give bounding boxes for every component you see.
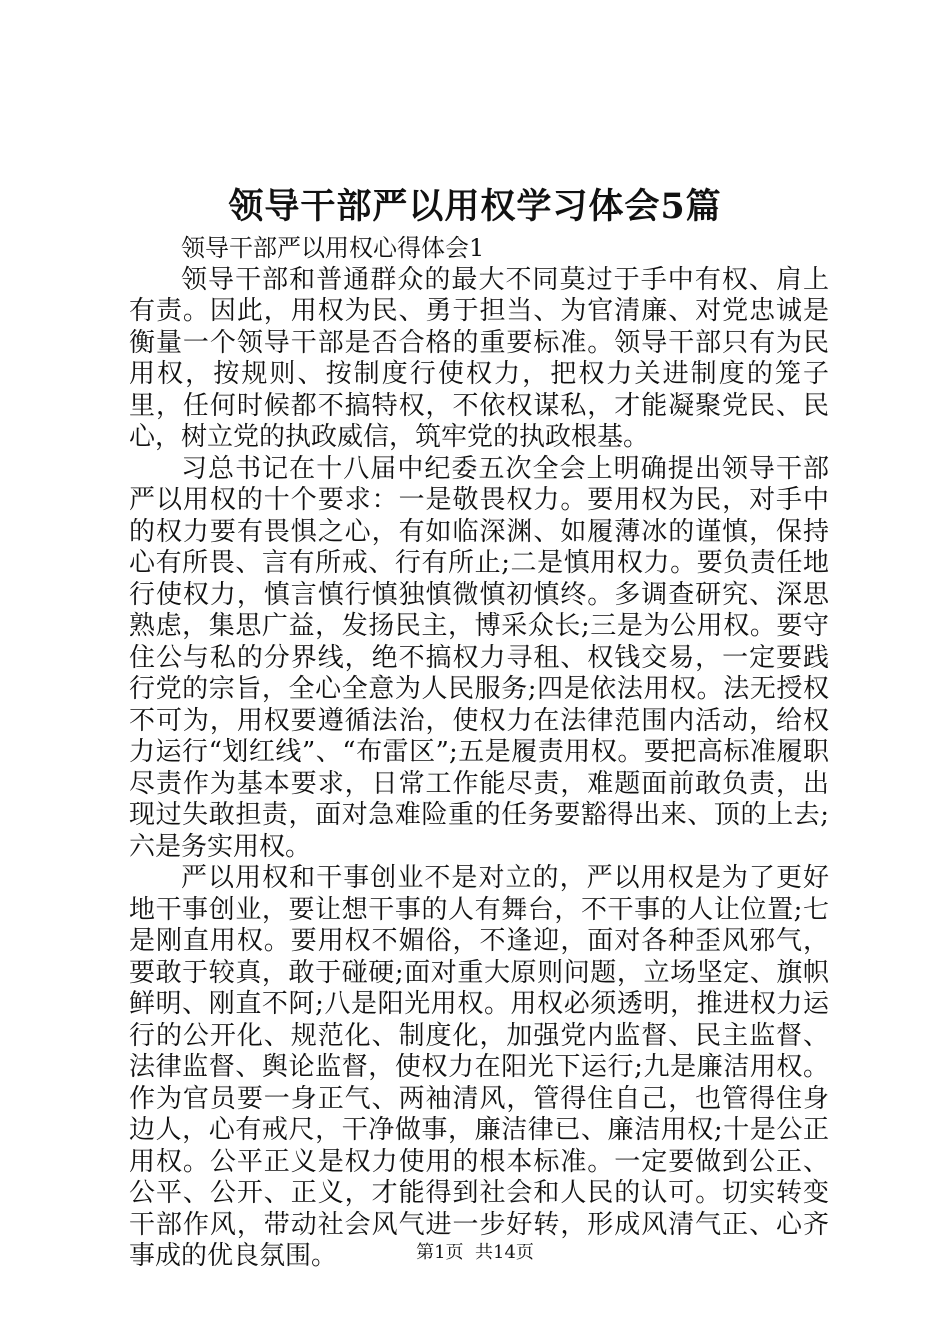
document-body — [129, 233, 829, 1273]
page-footer: 第1页 共14页 — [416, 1242, 534, 1263]
paragraph-1: 领导干部和普通群众的最大不同莫过于手中有权、肩上有责。因此，用权为民、勇于担当、为官清廉、对党忠诚是衡量一个领导干部是否合格的重要标准。领导干部只有为民用权，按规则、按制度行使权力，把权力关进制度的笼子里，任何时候都不搞特权，不依权谋私，才能凝聚党民、民心，树立党的执政威信，筑牢党的执政根基。 — [129, 264, 829, 452]
paragraph-3: 严以用权和干事创业不是对立的，严以用权是为了更好地干事创业，要让想干事的人有舞台，不干事的人让位置;七是刚直用权。要用权不媚俗，不逢迎，面对各种歪风邪气，要敢于较真，敢于碰硬;面对重大原则问题，立场坚定、旗帜鲜明、刚直不阿;八是阳光用权。用权必须透明，推进权力运行的公开化、规范化、制度化，加强党内监督、民主监督、法律监督、舆论监督，使权力在阳光下运行;九是廉洁用权。作为官员要一身正气、两袖清风，管得住自己，也管得住身边人，心有戒尺，干净做事，廉洁律已、廉洁用权;十是公正用权。公平正义是权力使用的根本标准。一定要做到公正、公平、公开、正义，才能得到社会和人民的认可。切实转变干部作风，带动社会风气进一步好转，形成风清气正、心齐事成的优良氛围。 — [129, 863, 829, 1271]
document-title: 领导干部严以用权学习体会5篇 — [228, 186, 722, 227]
section-subheading: 领导干部严以用权心得体会1 — [181, 234, 485, 262]
paragraph-2: 习总书记在十八届中纪委五次全会上明确提出领导干部严以用权的十个要求：一是敬畏权力。要用权为民，对手中的权力要有畏惧之心，有如临深渊、如履薄冰的谨慎，保持心有所畏、言有所戒、行有所止;二是慎用权力。要负责任地行使权力，慎言慎行慎独慎微慎初慎终。多调查研究、深思熟虑，集思广益，发扬民主，博采众长;三是为公用权。要守住公与私的分界线，绝不搞权力寻租、权钱交易，一定要践行党的宗旨，全心全意为人民服务;四是依法用权。法无授权不可为，用权要遵循法治，使权力在法律范围内活动，给权力运行“划红线”、“布雷区”;五是履责用权。要把高标准履职尽责作为基本要求，日常工作能尽责，难题面前敢负责，出现过失敢担责，面对急难险重的任务要豁得出来、顶的上去;六是务实用权。 — [129, 453, 829, 862]
